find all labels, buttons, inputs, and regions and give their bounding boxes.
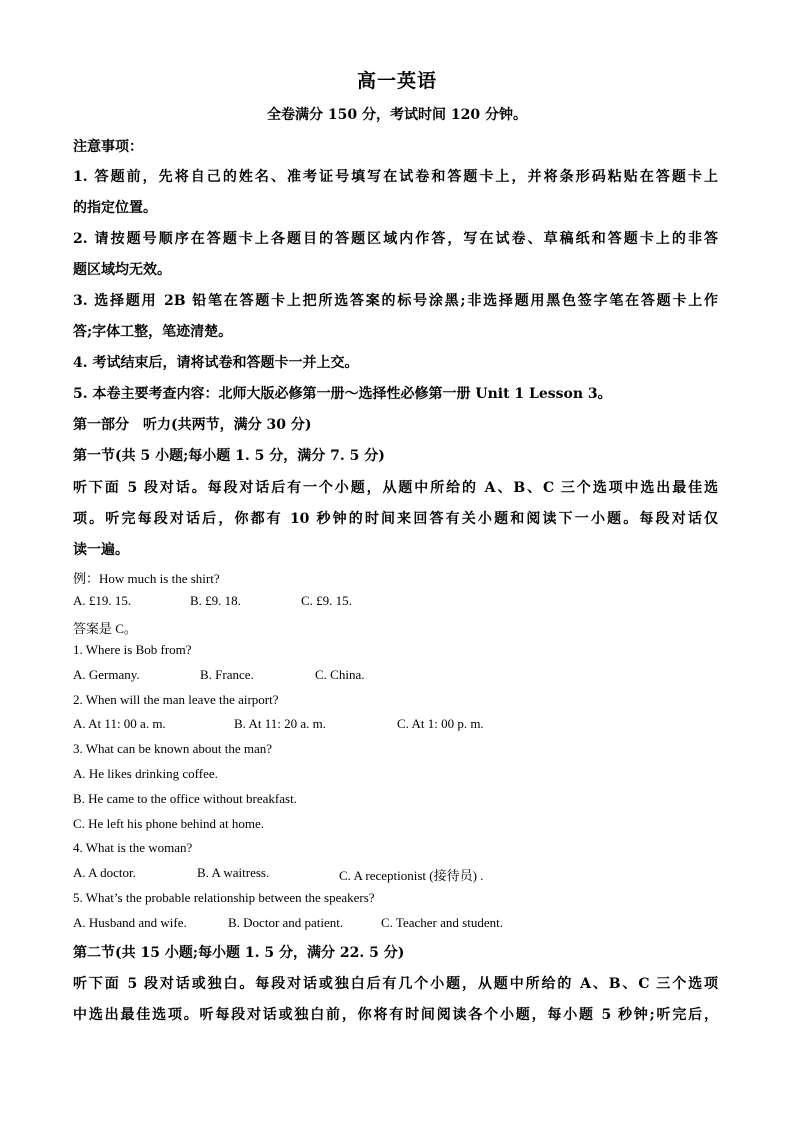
question-2-option-b: B. At 11: 20 a. m. [234,716,326,731]
part1-heading: 第一部分 听力(共两节，满分 30 分) [73,417,312,433]
section1-heading: 第一节(共 5 小题;每小题 1. 5 分，满分 7. 5 分) [73,448,385,464]
question-4: 4. What is the woman? [73,840,193,855]
example-option-b: B. £9. 18. [190,593,241,608]
question-4-option-c: C. A receptionist (接待员) . [339,868,484,883]
example-question: 例：How much is the shirt? [73,571,220,586]
question-1-option-a: A. Germany. [73,667,140,682]
example-option-c: C. £9. 15. [301,593,352,608]
question-3-option-c: C. He left his phone behind at home. [73,816,264,831]
question-2-option-a: A. At 11: 00 a. m. [73,716,166,731]
section1-instructions-line2: 项。听完每段对话后，你都有 10 秒钟的时间来回答有关小题和阅读下一小题。每段对话仅 [73,511,718,527]
question-1-option-c: C. China. [315,667,365,682]
notice-item-1-line1: 1. 答题前，先将自己的姓名、准考证号填写在试卷和答题卡上，并将条形码粘贴在答题卡上 [73,169,718,185]
example-option-a: A. £19. 15. [73,593,132,608]
exam-subtitle: 全卷满分 150 分，考试时间 120 分钟。 [267,107,527,123]
section1-instructions-line1: 听下面 5 段对话。每段对话后有一个小题，从题中所给的 A、B、C 三个选项中选出最佳选 [73,480,718,496]
page-title: 高一英语 [356,70,437,92]
question-3-option-a: A. He likes drinking coffee. [73,766,218,781]
question-1-option-b: B. France. [200,667,254,682]
section2-instructions-line2: 中选出最佳选项。听每段对话或独白前，你将有时间阅读各个小题，每小题 5 秒钟;听完后， [73,1007,718,1023]
notice-item-3-line2: 答;字体工整，笔迹清楚。 [73,324,233,340]
section1-instructions-line3: 读一遍。 [73,542,129,558]
notice-item-2-line1: 2. 请按题号顺序在答题卡上各题目的答题区域内作答，写在试卷、草稿纸和答题卡上的非答 [73,231,718,247]
example-answer: 答案是 C。 [73,621,137,636]
section2-instructions-line1: 听下面 5 段对话或独白。每段对话或独白后有几个小题，从题中所给的 A、B、C 三个选项 [73,976,718,992]
question-3-option-b: B. He came to the office without breakfast. [73,791,297,806]
question-5-option-a: A. Husband and wife. [73,915,187,930]
question-1: 1. Where is Bob from? [73,642,192,657]
question-5-option-b: B. Doctor and patient. [228,915,344,930]
notice-item-1-line2: 的指定位置。 [73,200,157,216]
notice-item-5: 5. 本卷主要考查内容：北师大版必修第一册～选择性必修第一册 Unit 1 Lesson 3。 [73,386,612,402]
question-2-option-c: C. At 1: 00 p. m. [397,716,484,731]
notice-item-2-line2: 题区域均无效。 [73,262,171,278]
question-5: 5. What’s the probable relationship between the speakers? [73,890,375,905]
question-2: 2. When will the man leave the airport? [73,692,279,707]
notice-item-4: 4. 考试结束后，请将试卷和答题卡一并上交。 [73,355,359,371]
section2-heading: 第二节(共 15 小题;每小题 1. 5 分，满分 22. 5 分) [73,945,405,961]
notice-item-3-line1: 3. 选择题用 2B 铅笔在答题卡上把所选答案的标号涂黑;非选择题用黑色签字笔在答题卡上作 [73,293,718,309]
question-3: 3. What can be known about the man? [73,741,273,756]
question-5-option-c: C. Teacher and student. [381,915,503,930]
question-4-option-a: A. A doctor. [73,865,136,880]
question-4-option-b: B. A waitress. [197,865,270,880]
notice-heading: 注意事项： [73,139,143,155]
